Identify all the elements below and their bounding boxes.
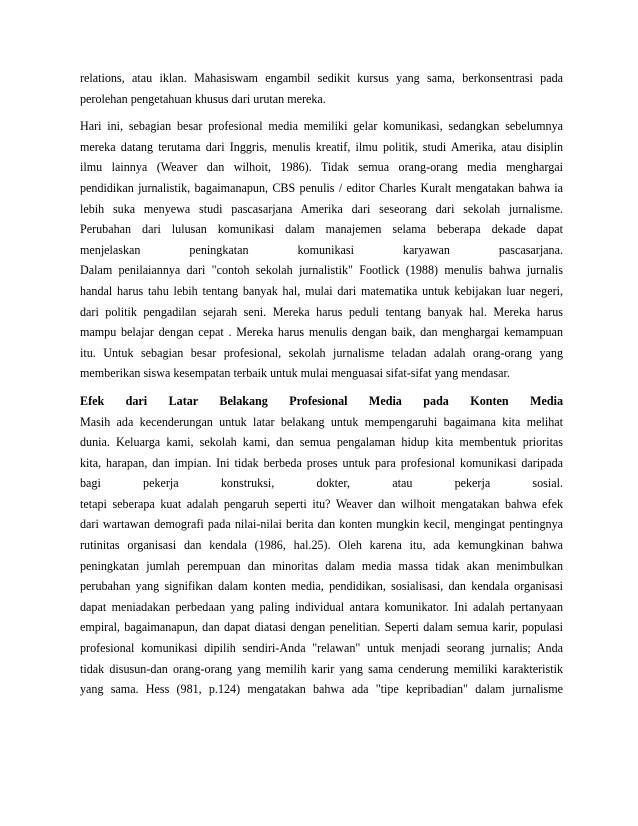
text-line: itu. Untuk sebagian besar profesional, sekolah jurnalisme teladan adalah orang-orang yang (80, 345, 563, 360)
text-line: kita, harapan, dan impian. Ini tidak berbeda proses untuk para profesional komunikasi daripada (80, 455, 563, 470)
text-line: rutinitas organisasi dan kendala (1986, hal.25). Oleh karena itu, ada kemungkinan bahwa (80, 538, 563, 553)
text-line: tidak disusun-dan orang-orang yang memilih karir yang sama cenderung memiliki karakteristik (80, 661, 563, 676)
text-line: memberikan siswa kesempatan terbaik untuk mulai menguasai sifat-sifat yang mendasar. (80, 366, 510, 381)
paragraph-3 (80, 391, 563, 700)
text-line: empiral, bagaimanapun, dan dapat diatasi dengan penelitian. Seperti dalam semua karir, populasi (80, 620, 563, 635)
section-heading: Efek dari Latar Belakang Profesional Media pada Konten Media (80, 393, 563, 408)
paragraph-gap (80, 109, 563, 116)
text-line: bagi pekerja konstruksi, dokter, atau pekerja sosial. (80, 476, 563, 491)
text-line: Dalam penilaiannya dari "contoh sekolah jurnalistik" Footlick (1988) menulis bahwa jurnalis (80, 263, 563, 278)
text-line: handal harus tahu lebih tentang banyak hal, mulai dari matematika untuk kebijakan luar negeri, (80, 283, 563, 298)
text-line: perubahan yang signifikan dalam konten media, pendidikan, sosialisasi, dan kendala organisasi (80, 579, 563, 594)
text-line: relations, atau iklan. Mahasiswam engambil sedikit kursus yang sama, berkonsentrasi pada (80, 71, 563, 85)
text-line: mereka datang terutama dari Inggris, menulis kreatif, ilmu politik, studi Amerika, atau disiplin (80, 139, 563, 154)
text-line: mampu belajar dengan cepat . Mereka harus menulis dengan baik, dan menghargai kemampuan (80, 325, 563, 340)
text-line: tetapi seberapa kuat adalah pengaruh seperti itu? Weaver dan wilhoit mengatakan bahwa efek (80, 496, 563, 511)
text-line: menjelaskan peningkatan komunikasi karyawan pascasarjana. (80, 242, 563, 257)
text-line: Masih ada kecenderungan untuk latar belakang untuk mempengaruhi bagaimana kita melihat (80, 414, 563, 429)
text-line: profesional komunikasi dipilih sendiri-Anda "relawan" untuk menjadi seorang jurnalis; Anda (80, 641, 563, 656)
text-line: peningkatan jumlah perempuan dan minoritas dalam media massa tidak akan menimbulkan (80, 558, 563, 573)
text-line: Perubahan dari lulusan komunikasi dalam manajemen selama beberapa dekade dapat (80, 222, 563, 237)
text-line: dari wartawan demografi pada nilai-nilai berita dan konten mungkin kecil, mengingat pentingnya (80, 517, 563, 532)
paragraph-1 (80, 68, 563, 109)
paragraph-gap (80, 384, 563, 391)
paragraph-2 (80, 116, 563, 384)
document-page (80, 68, 563, 700)
text-line: dapat meniadakan perbedaan yang paling individual antara komunikator. Ini adalah pertanyaan (80, 599, 563, 614)
text-line: dari politik pengadilan sejarah seni. Mereka harus peduli tentang banyak hal. Mereka harus (80, 304, 563, 319)
text-line: yang sama. Hess (981, p.124) mengatakan bahwa ada "tipe kepribadian" dalam jurnalisme (80, 682, 563, 697)
text-line: ilmu lainnya (Weaver dan wilhoit, 1986). Tidak semua orang-orang media menghargai (80, 160, 563, 175)
text-line: Hari ini, sebagian besar profesional media memiliki gelar komunikasi, sedangkan sebelumnya (80, 119, 563, 134)
text-line: perolehan pengetahuan khusus dari urutan mereka. (80, 91, 326, 106)
text-line: dunia. Keluarga kami, sekolah kami, dan semua pengalaman hidup kita membentuk prioritas (80, 435, 563, 450)
text-line: lebih suka menyewa studi pascasarjana Amerika dari seseorang dari sekolah jurnalisme. (80, 201, 563, 216)
text-line: pendidikan jurnalistik, bagaimanapun, CBS penulis / editor Charles Kuralt mengatakan bahwa ia (80, 180, 563, 195)
